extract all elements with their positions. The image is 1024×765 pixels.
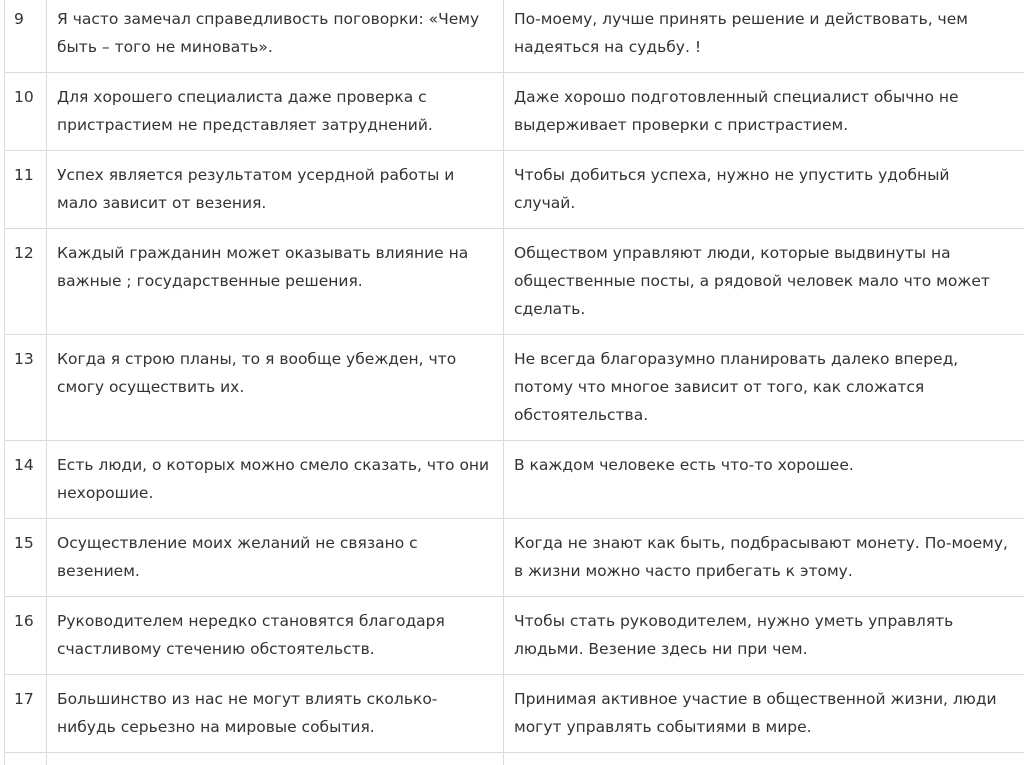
table-row bbox=[5, 519, 1024, 597]
table-row bbox=[5, 73, 1024, 151]
row-number bbox=[5, 753, 47, 765]
row-number: 13 bbox=[5, 335, 47, 441]
statement-a: Большинство из нас не могут влиять сколько-нибудь серьезно на мировые события. bbox=[47, 675, 504, 753]
statement-a: Я часто замечал справедливость поговорки: «Чему быть – того не миновать». bbox=[47, 0, 504, 73]
table-row bbox=[5, 441, 1024, 519]
statement-b: Даже хорошо подготовленный специалист обычно не выдерживает проверки с пристрастием. bbox=[504, 73, 1024, 151]
statement-b: Чтобы стать руководителем, нужно уметь управлять людьми. Везение здесь ни при чем. bbox=[504, 597, 1024, 675]
table-row bbox=[5, 597, 1024, 675]
statement-a: Успех является результатом усердной работы и мало зависит от везения. bbox=[47, 151, 504, 229]
statement-a: Каждый гражданин может оказывать влияние на важные ; государственные решения. bbox=[47, 229, 504, 335]
row-number: 15 bbox=[5, 519, 47, 597]
row-number: 17 bbox=[5, 675, 47, 753]
row-number: 12 bbox=[5, 229, 47, 335]
statement-a: Для хорошего специалиста даже проверка с пристрастием не представляет затруднений. bbox=[47, 73, 504, 151]
statement-a bbox=[47, 753, 504, 765]
row-number: 16 bbox=[5, 597, 47, 675]
table-row bbox=[5, 335, 1024, 441]
statement-b: По-моему, лучше принять решение и действовать, чем надеяться на судьбу. ! bbox=[504, 0, 1024, 73]
row-number: 9 bbox=[5, 0, 47, 73]
row-number: 14 bbox=[5, 441, 47, 519]
row-number: 10 bbox=[5, 73, 47, 151]
row-number: 11 bbox=[5, 151, 47, 229]
statement-b: В каждом человеке есть что-то хорошее. bbox=[504, 441, 1024, 519]
table-row bbox=[5, 151, 1024, 229]
statement-b: Чтобы добиться успеха, нужно не упустить удобный случай. bbox=[504, 151, 1024, 229]
table-row bbox=[5, 753, 1024, 765]
statement-a: Когда я строю планы, то я вообще убежден, что смогу осуществить их. bbox=[47, 335, 504, 441]
statement-b: Обществом управляют люди, которые выдвинуты на общественные посты, а рядовой человек мало что может сделать. bbox=[504, 229, 1024, 335]
table-row bbox=[5, 229, 1024, 335]
statement-a: Осуществление моих желаний не связано с везением. bbox=[47, 519, 504, 597]
statement-b: Когда не знают как быть, подбрасывают монету. По-моему, в жизни можно часто прибегать к этому. bbox=[504, 519, 1024, 597]
statement-b: Принимая активное участие в общественной жизни, люди могут управлять событиями в мире. bbox=[504, 675, 1024, 753]
statement-a: Есть люди, о которых можно смело сказать, что они нехорошие. bbox=[47, 441, 504, 519]
statement-a: Руководителем нередко становятся благодаря счастливому стечению обстоятельств. bbox=[47, 597, 504, 675]
questionnaire-table bbox=[4, 0, 1024, 765]
statement-b: Не всегда благоразумно планировать далеко вперед, потому что многое зависит от того, как сложатся обстоятельства. bbox=[504, 335, 1024, 441]
table-row bbox=[5, 0, 1024, 73]
table-row bbox=[5, 675, 1024, 753]
statement-b bbox=[504, 753, 1024, 765]
